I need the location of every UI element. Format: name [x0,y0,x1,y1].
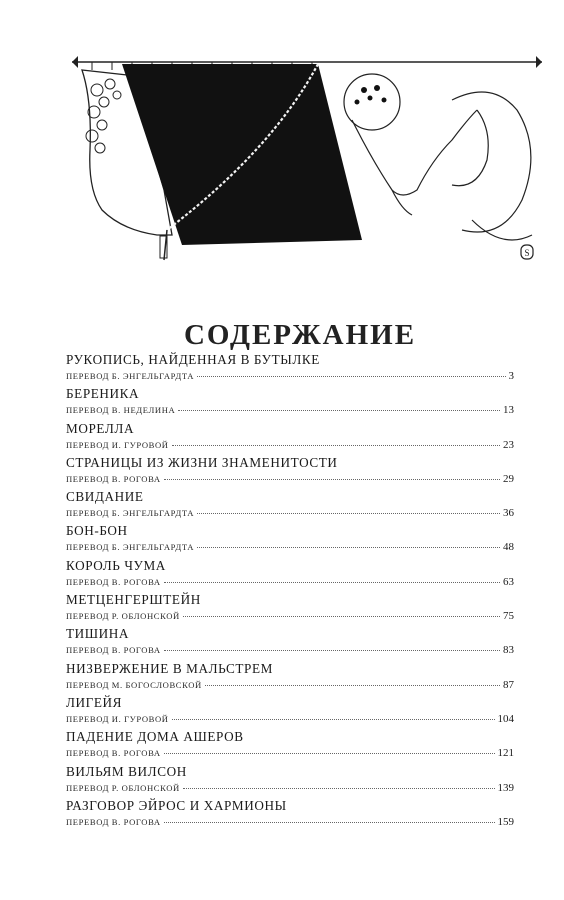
dot-leader [205,685,500,686]
entry-title: СВИДАНИЕ [66,489,144,505]
monogram-icon [520,244,534,260]
dot-leader [164,582,500,583]
monogram-letter: S [524,248,530,258]
toc-entry[interactable] [66,729,514,763]
entry-page-number: 48 [503,541,514,554]
dot-leader [183,788,495,789]
toc-entry[interactable] [66,489,514,523]
toc-entry[interactable] [66,695,514,729]
entry-translator: ПЕРЕВОД И. ГУРОВОЙ [66,713,169,724]
entry-page-number: 159 [497,815,514,828]
entry-page-number: 3 [508,370,514,382]
entry-line [66,747,514,759]
entry-translator: ПЕРЕВОД В. РОГОВА [66,816,161,827]
entry-translator: ПЕРЕВОД В. РОГОВА [66,576,161,587]
entry-title: ЛИГЕЙЯ [66,694,123,710]
entry-title: МЕТЦЕНГЕРШТЕЙН [66,592,201,608]
toc-entry[interactable] [66,764,514,798]
table-of-contents [66,352,514,832]
toc-entry[interactable] [66,352,514,386]
entry-line [66,816,514,828]
entry-page-number: 13 [503,404,514,417]
toc-entry[interactable] [66,798,514,832]
entry-translator: ПЕРЕВОД И. ГУРОВОЙ [66,439,169,450]
dot-leader [172,445,500,446]
entry-title: БОН-БОН [66,523,128,539]
entry-page-number: 83 [503,644,514,657]
toc-entry[interactable] [66,523,514,557]
toc-entry[interactable] [66,661,514,695]
entry-page-number: 104 [497,712,514,725]
entry-line [66,507,514,519]
dot-leader [197,513,500,514]
entry-line [66,370,514,382]
entry-line [66,576,514,588]
dot-leader [164,479,500,480]
entry-translator: ПЕРЕВОД В. РОГОВА [66,645,161,656]
entry-line [66,610,514,622]
toc-entry[interactable] [66,455,514,489]
entry-title: ТИШИНА [66,626,130,642]
entry-line [66,541,514,553]
entry-title: СТРАНИЦЫ ИЗ ЖИЗНИ ЗНАМЕНИТОСТИ [66,454,338,470]
entry-line [66,679,514,691]
dot-leader [172,719,495,720]
entry-translator: ПЕРЕВОД В. РОГОВА [66,748,161,759]
header-illustration [72,40,552,275]
entry-title: НИЗВЕРЖЕНИЕ В МАЛЬСТРЕМ [66,660,273,676]
entry-line [66,644,514,656]
entry-translator: ПЕРЕВОД Б. ЭНГЕЛЬГАРДТА [66,508,195,519]
entry-title: БЕРЕНИКА [66,386,140,402]
toc-entry[interactable] [66,386,514,420]
toc-entry[interactable] [66,592,514,626]
entry-translator: ПЕРЕВОД Р. ОБЛОНСКОЙ [66,611,180,622]
entry-translator: ПЕРЕВОД Б. ЭНГЕЛЬГАРДТА [66,542,195,553]
entry-page-number: 75 [503,610,514,623]
entry-line [66,473,514,485]
dot-leader [178,410,500,411]
entry-page-number: 23 [503,438,514,451]
entry-line [66,404,514,416]
dot-leader [164,753,495,754]
entry-title: РУКОПИСЬ, НАЙДЕННАЯ В БУТЫЛКЕ [66,352,320,367]
entry-title: РАЗГОВОР ЭЙРОС И ХАРМИОНЫ [66,797,287,813]
page-title: СОДЕРЖАНИЕ [183,319,417,352]
dot-leader [197,547,500,548]
entry-page-number: 36 [503,507,514,520]
entry-title: МОРЕЛЛА [66,420,135,436]
entry-page-number: 29 [503,472,514,485]
entry-translator: ПЕРЕВОД Б. ЭНГЕЛЬГАРДТА [66,371,195,381]
entry-title: ВИЛЬЯМ ВИЛСОН [66,763,187,779]
entry-title: КОРОЛЬ ЧУМА [66,557,166,573]
entry-translator: ПЕРЕВОД М. БОГОСЛОВСКОЙ [66,679,202,690]
entry-page-number: 87 [503,678,514,691]
entry-title: ПАДЕНИЕ ДОМА АШЕРОВ [66,729,244,745]
dot-leader [164,822,495,823]
toc-entry[interactable] [66,421,514,455]
entry-translator: ПЕРЕВОД В. РОГОВА [66,473,161,484]
toc-entry[interactable] [66,558,514,592]
dot-leader [183,616,500,617]
entry-page-number: 139 [497,781,514,794]
artist-monogram [520,244,534,263]
entry-line [66,713,514,725]
entry-line [66,439,514,451]
entry-page-number: 63 [503,575,514,588]
entry-page-number: 121 [497,747,514,760]
dot-leader [197,376,505,377]
entry-translator: ПЕРЕВОД В. НЕДЕЛИНА [66,405,176,416]
entry-line [66,782,514,794]
art-nouveau-curtain-illustration [72,40,552,270]
entry-translator: ПЕРЕВОД Р. ОБЛОНСКОЙ [66,782,180,793]
dot-leader [164,650,500,651]
toc-entry[interactable] [66,626,514,660]
